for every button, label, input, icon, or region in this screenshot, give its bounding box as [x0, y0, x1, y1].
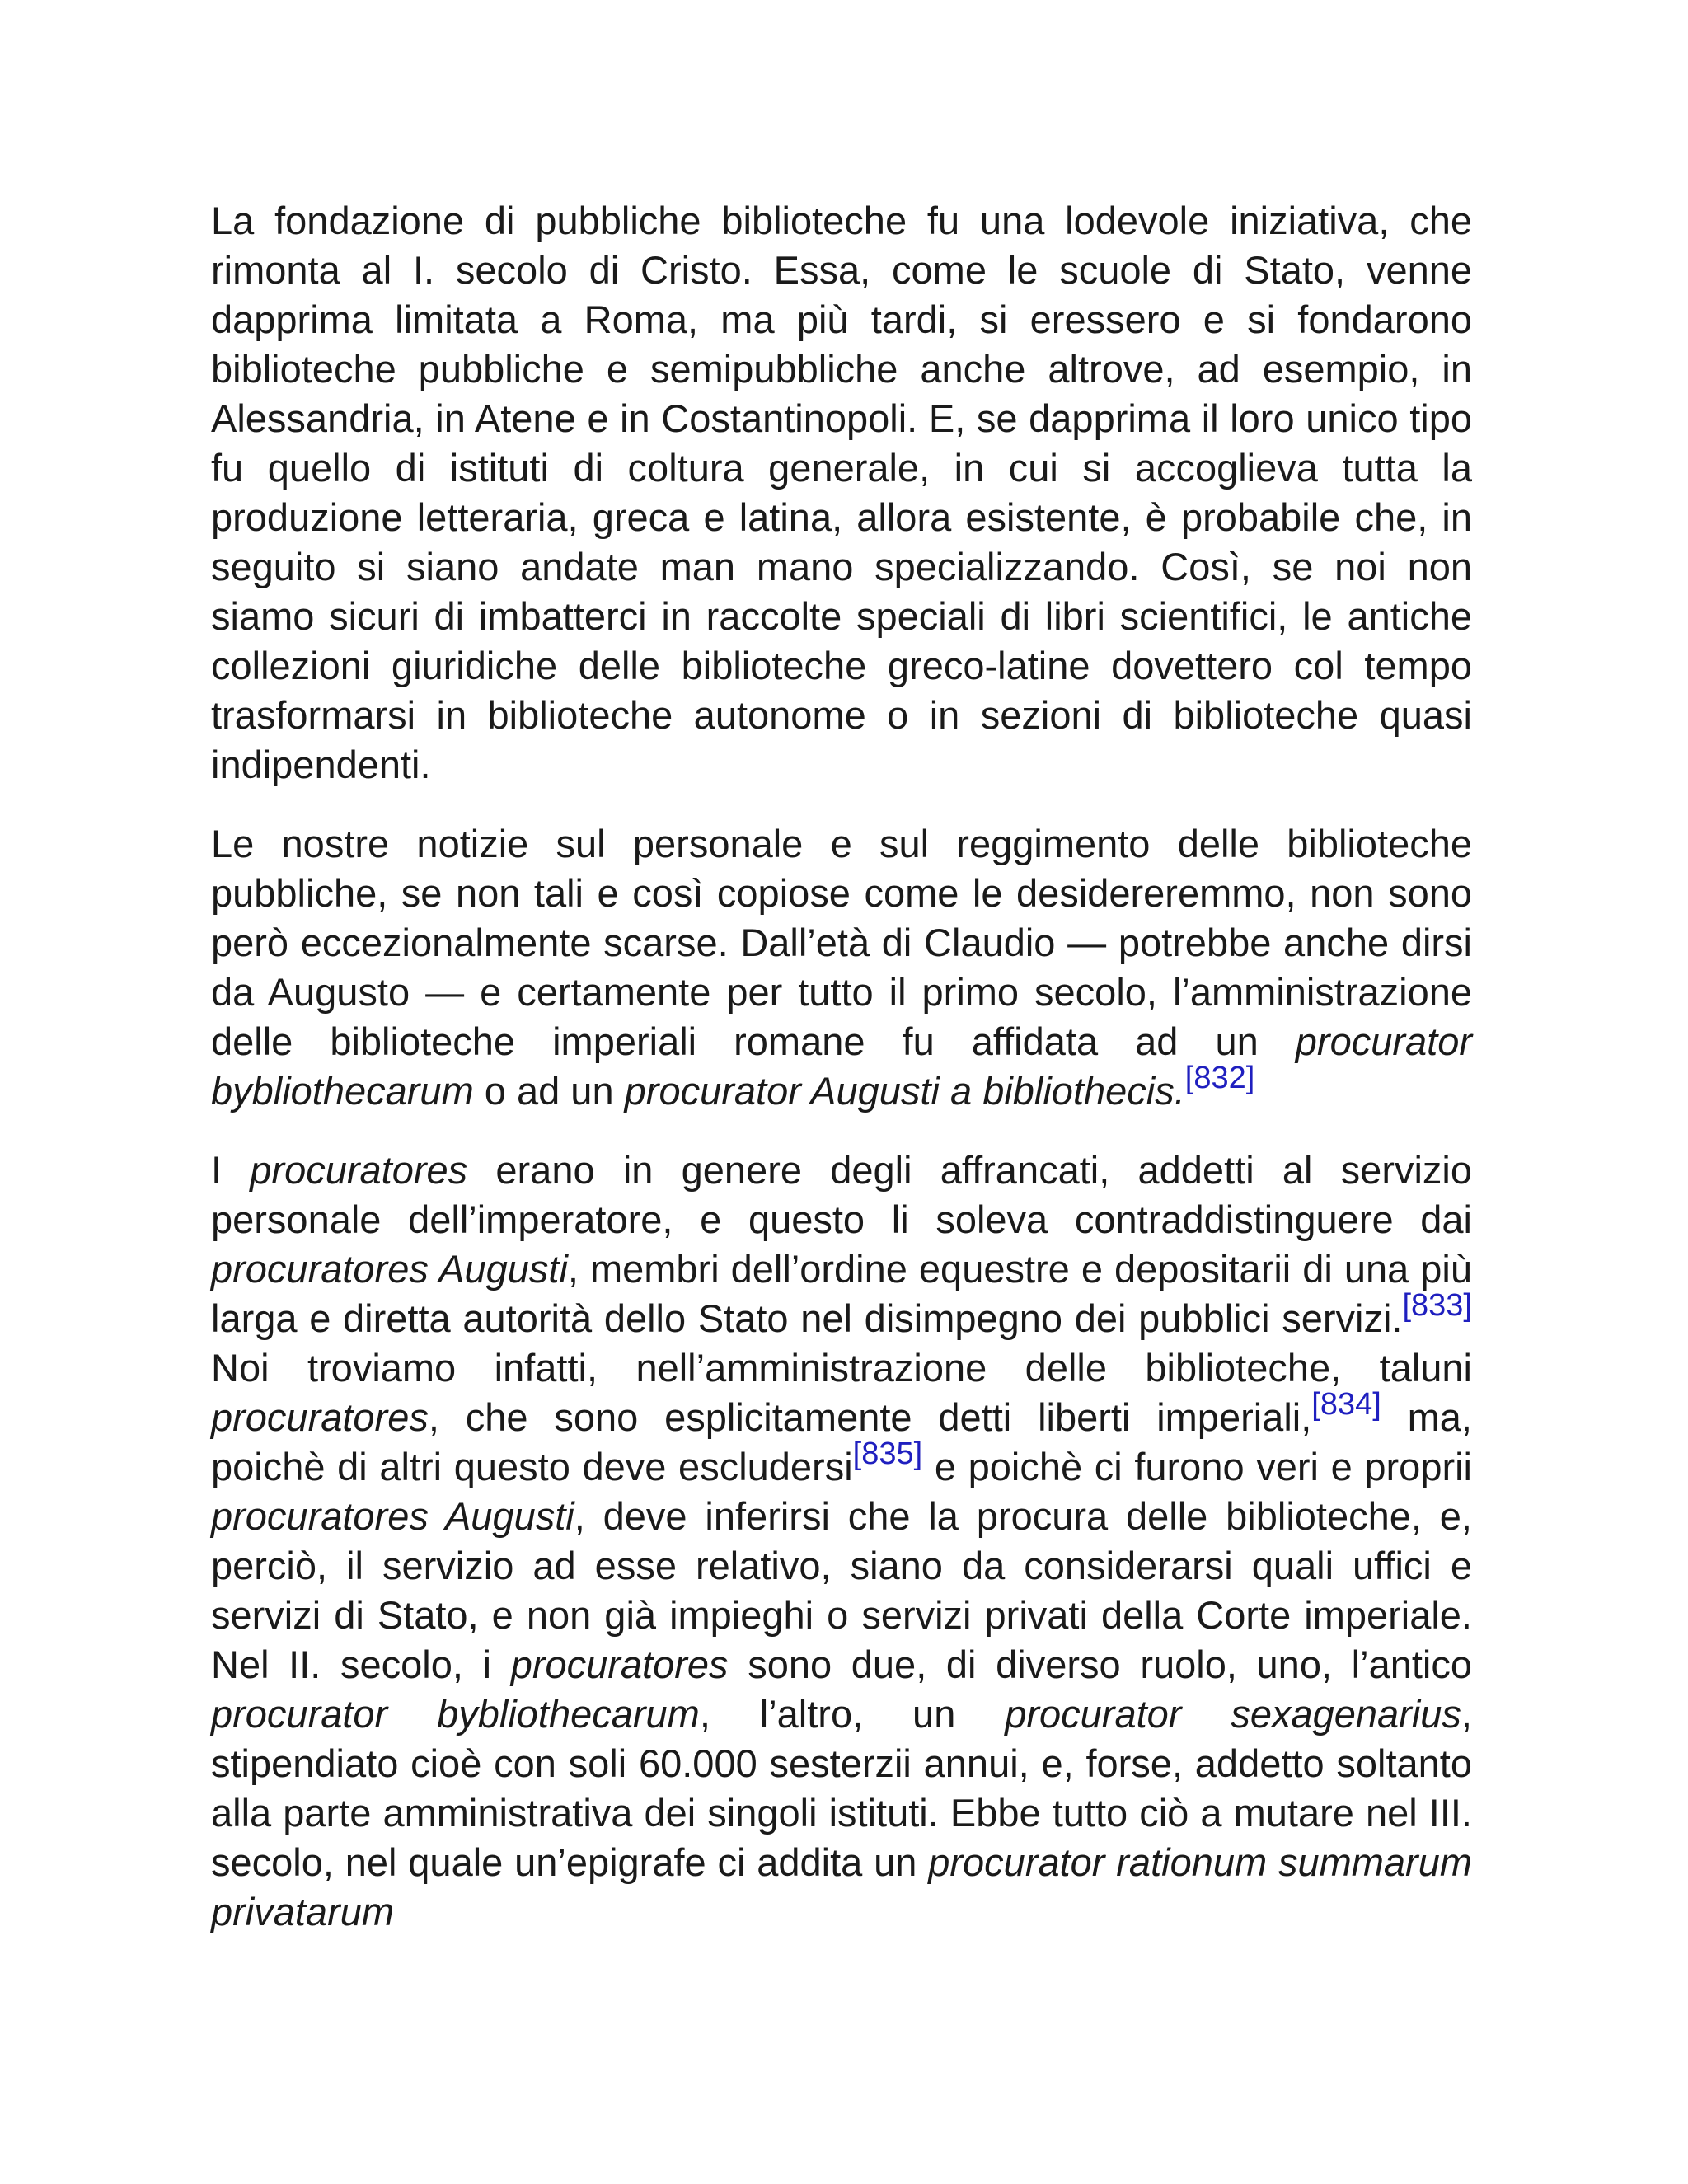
text-run: e poichè ci furono veri e proprii	[922, 1445, 1472, 1488]
text-run: , deve inferirsi che la procura delle biblioteche, e, perciò, il servizio ad esse relativo, siano da considerarsi quali uffici e servizi di Stato, e non già impieghi o servizi privati della Corte imperiale. Nel II. secolo, i	[211, 1494, 1472, 1686]
italic-text: procurator bybliothecarum	[211, 1019, 1472, 1113]
text-run: sono due, di diverso ruolo, uno, l’antico	[728, 1643, 1472, 1686]
italic-text: procurator Augusti a bibliothecis.	[624, 1069, 1185, 1113]
text-run: , stipendiato cioè con soli 60.000 sesterzii annui, e, forse, addetto soltanto alla parte amministrativa dei singoli istituti. Ebbe tutto ciò a mutare nel III. secolo, nel quale un’epigrafe ci addita un	[211, 1692, 1472, 1884]
paragraph	[211, 196, 1472, 790]
text-run: o ad un	[473, 1069, 625, 1113]
document-page	[211, 196, 1472, 1966]
italic-text: procuratores Augusti	[211, 1247, 568, 1291]
text-run: Noi troviamo infatti, nell’amministrazione delle biblioteche, taluni	[211, 1346, 1472, 1390]
text-run: Le nostre notizie sul personale e sul reggimento delle biblioteche pubbliche, se non tali e così copiose come le desidereremmo, non sono però eccezionalmente scarse. Dall’età di Claudio — potrebbe anche dirsi da Augusto — e certamente per tutto il primo secolo, l’amministrazione delle biblioteche imperiali romane fu affidata ad un	[211, 822, 1472, 1063]
italic-text: procurator sexagenarius	[1005, 1692, 1461, 1736]
text-run: erano in genere degli affrancati, addetti al servizio personale dell’imperatore, e questo li soleva contraddistinguere dai	[211, 1148, 1472, 1241]
text-run: I	[211, 1148, 251, 1192]
footnote-link[interactable]: [834]	[1311, 1387, 1381, 1422]
italic-text: procurator bybliothecarum	[211, 1692, 700, 1736]
text-run: ma, poichè di altri questo deve escludersi	[211, 1395, 1472, 1488]
italic-text: procuratores Augusti	[211, 1494, 574, 1538]
footnote-link[interactable]: [833]	[1402, 1288, 1472, 1323]
italic-text: procuratores	[211, 1395, 429, 1439]
paragraph	[211, 819, 1472, 1116]
italic-text: procuratores	[510, 1643, 729, 1686]
footnote-link[interactable]: [832]	[1184, 1061, 1255, 1095]
footnote-link[interactable]: [835]	[852, 1436, 923, 1471]
text-run: , membri dell’ordine equestre e depositarii di una più larga e diretta autorità dello Stato nel disimpegno dei pubblici servizi.	[211, 1247, 1472, 1340]
paragraph	[211, 1146, 1472, 1937]
text-run: La fondazione di pubbliche biblioteche fu una lodevole iniziativa, che rimonta al I. secolo di Cristo. Essa, come le scuole di Stato, venne dapprima limitata a Roma, ma più tardi, si eressero e si fondarono biblioteche pubbliche e semipubbliche anche altrove, ad esempio, in Alessandria, in Atene e in Costantinopoli. E, se dapprima il loro unico tipo fu quello di istituti di coltura generale, in cui si accoglieva tutta la produzione letteraria, greca e latina, allora esistente, è probabile che, in seguito si siano andate man mano specializzando. Così, se noi non siamo sicuri di imbatterci in raccolte speciali di libri scientifici, le antiche collezioni giuridiche delle biblioteche greco-latine dovettero col tempo trasformarsi in biblioteche autonome o in sezioni di biblioteche quasi indipendenti.	[211, 199, 1472, 786]
italic-text: procurator rationum summarum privatarum	[211, 1840, 1472, 1933]
text-run: , l’altro, un	[699, 1692, 1006, 1736]
italic-text: procuratores	[250, 1148, 468, 1192]
text-run: , che sono esplicitamente detti liberti imperiali,	[428, 1395, 1312, 1439]
